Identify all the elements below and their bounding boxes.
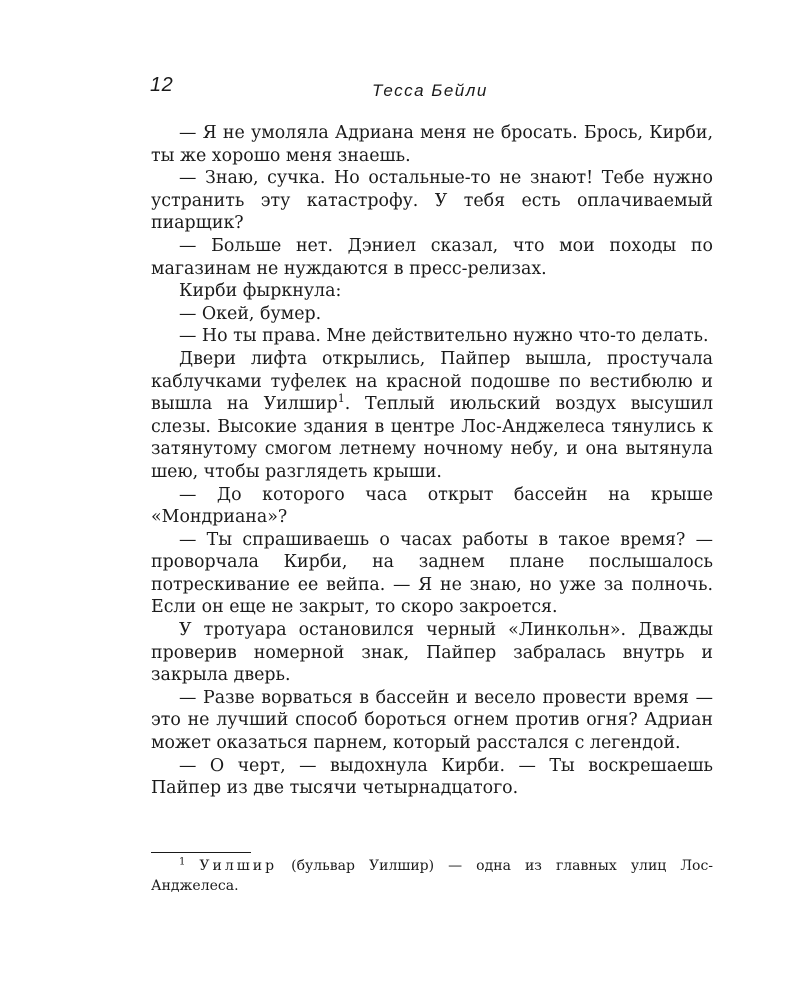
paragraph: — Знаю, сучка. Но остальные-то не знают! Тебе нужно устранить эту катастрофу. У тебя есть оплачиваемый пиарщик? (151, 168, 713, 234)
paragraph: — О черт, — выдохнула Кирби. — Ты воскрешаешь Пайпер из две тысячи четырнадцатого. (151, 755, 713, 799)
page-number: 12 (150, 74, 174, 96)
paragraph: — Я не умоляла Адриана меня не бросать. Брось, Кирби, ты же хорошо меня знаешь. (151, 123, 713, 166)
paragraph: — До которого часа открыт бассейн на крыше «Мондриана»? (151, 484, 713, 528)
paragraph: У тротуара остановился черный «Линкольн». Дважды проверив номерной знак, Пайпер забралась внутрь и закрыла дверь. (151, 620, 713, 686)
running-head: Тесса Бейли (372, 81, 488, 100)
footnote-number: 1 (179, 856, 186, 868)
paragraph: — Окей, бумер. (179, 303, 322, 324)
paragraph-text-before-ref: Двери лифта открылись, Пайпер вышла, простучала каблучками туфелек на красной подошве по вестибюлю и вышла на Уилшир (151, 348, 713, 415)
footnote-text: (бульвар Уилшир) — одна из главных улиц Лос-Анджелеса. (151, 858, 714, 894)
paragraph: Кирби фыркнула: (179, 281, 342, 302)
paragraph (151, 348, 713, 484)
footnote (151, 857, 713, 896)
footnote-divider (151, 852, 251, 853)
paragraph-text-after-ref: . Теплый июльский воздух высушил слезы. Высокие здания в центре Лос-Анджелеса тянулись к затянутому смогом летнему ночному небу, и она вытянула шею, чтобы разглядеть крыши. (151, 394, 713, 482)
paragraph: — Но ты права. Мне действительно нужно что-то делать. (179, 326, 709, 347)
body-text (151, 122, 713, 800)
footnote-reference[interactable]: 1 (337, 392, 345, 406)
paragraph: — Больше нет. Дэниел сказал, что мои походы по магазинам не нуждаются в пресс-релизах. (151, 235, 713, 279)
footnote-term: Уилшир (199, 858, 278, 874)
paragraph: — Ты спрашиваешь о часах работы в такое время? — проворчала Кирби, на заднем плане послышалось потрескивание ее вейпа. — Я не знаю, но уже за полночь. Если он еще не закрыт, то скоро закроется. (151, 529, 713, 618)
paragraph: — Разве ворваться в бассейн и весело провести время — это не лучший способ бороться огнем против огня? Адриан может оказаться парнем, который расстался с легендой. (151, 687, 713, 754)
